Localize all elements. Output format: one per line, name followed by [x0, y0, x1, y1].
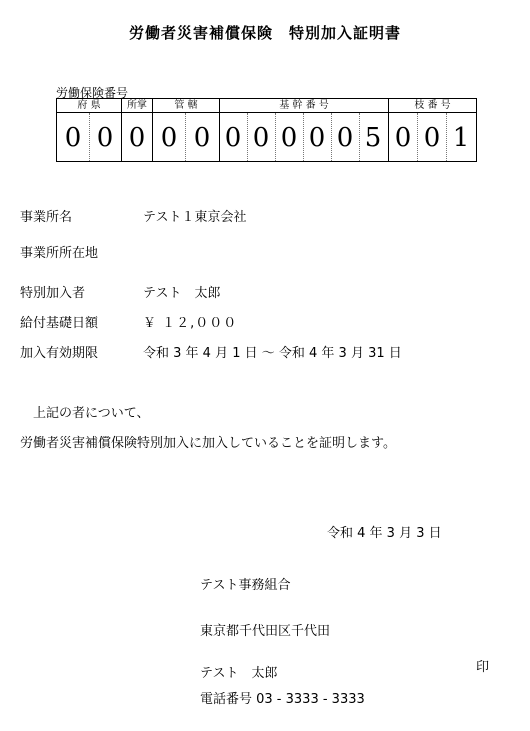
validity-period-label: 加入有効期限 [20, 346, 99, 361]
digit-4: 0 [160, 123, 178, 153]
digit-3: 0 [128, 123, 146, 153]
header-jurisdiction: 管 轄 [174, 100, 198, 111]
issuer-address: 東京都千代田区千代田 [200, 624, 331, 639]
special-member-label: 特別加入者 [20, 286, 86, 301]
business-name-label: 事業所名 [20, 210, 73, 225]
digit-2: 0 [96, 123, 114, 153]
daily-benefit-base-label: 給付基礎日額 [20, 316, 99, 331]
validity-period-value: 令和 3 年 4 月 1 日 ～ 令和 4 年 3 月 31 日 [143, 346, 402, 361]
digit-11: 5 [364, 123, 382, 153]
insurance-number-grid [56, 98, 477, 162]
digit-14: 1 [452, 123, 470, 153]
digit-1: 0 [64, 123, 82, 153]
header-jurisdiction-type: 所掌 [127, 100, 147, 111]
digit-12: 0 [394, 123, 412, 153]
seal-mark: 印 [476, 660, 490, 675]
special-member-value: テスト 太郎 [143, 286, 221, 301]
digit-5: 0 [193, 123, 211, 153]
insurance-number-caption: 労働保険番号 [56, 86, 129, 100]
business-address-label: 事業所所在地 [20, 246, 99, 261]
daily-benefit-base-value: ￥ １２,０００ [143, 316, 238, 331]
header-prefecture: 府 県 [77, 100, 101, 111]
header-base-number: 基 幹 番 号 [279, 100, 329, 111]
group-divider [121, 99, 122, 161]
digit-7: 0 [252, 123, 270, 153]
issue-date: 令和 4 年 3 月 3 日 [327, 526, 442, 541]
header-branch-number: 枝 番 号 [414, 100, 451, 111]
issuer-name: テスト事務組合 [200, 578, 291, 593]
digit-6: 0 [224, 123, 242, 153]
issuer-representative: テスト 太郎 [200, 666, 278, 681]
statement-line-1: 上記の者について、 [33, 406, 150, 421]
digit-divider [89, 113, 90, 161]
document-title: 労働者災害補償保険 特別加入証明書 [128, 24, 401, 42]
digit-13: 0 [423, 123, 441, 153]
digit-10: 0 [336, 123, 354, 153]
header-divider [57, 112, 476, 113]
statement-line-2: 労働者災害補償保険特別加入に加入していることを証明します。 [20, 436, 396, 451]
issuer-phone: 電話番号 03 - 3333 - 3333 [200, 692, 365, 707]
group-divider [152, 99, 153, 161]
digit-9: 0 [308, 123, 326, 153]
digit-divider [185, 113, 186, 161]
digit-8: 0 [280, 123, 298, 153]
business-name-value: テスト１東京会社 [143, 210, 247, 225]
